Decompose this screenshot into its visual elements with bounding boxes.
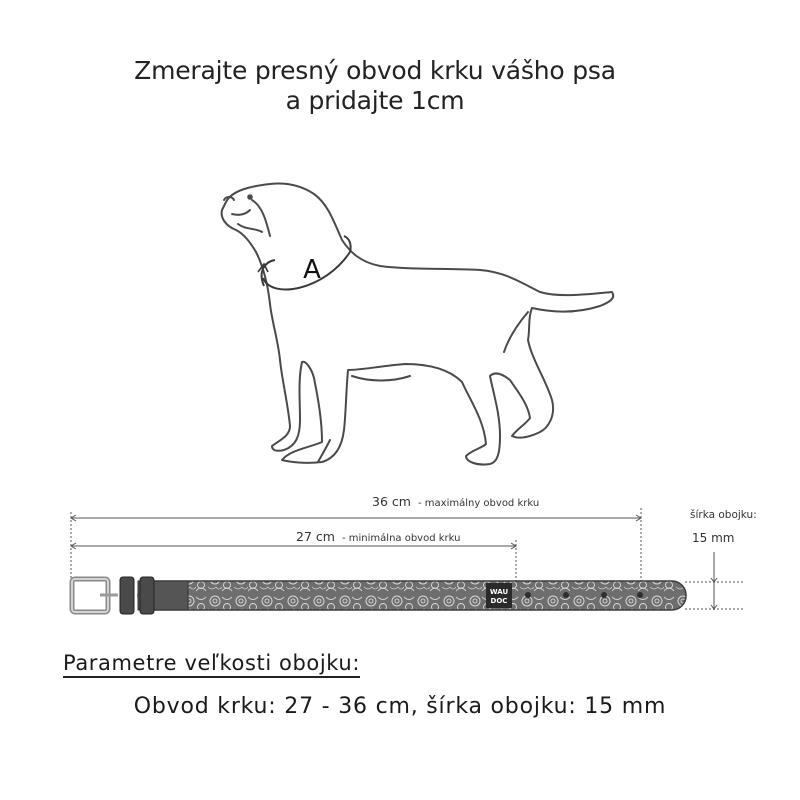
max-dimension-line [71,508,641,586]
neck-measurement-loop [258,236,351,290]
neck-marker-label: A [303,255,321,285]
collar-illustration [72,577,686,614]
size-parameters-heading: Parametre veľkosti obojku: [63,650,360,678]
min-circumference-desc: - minimálna obvod krku [342,533,461,544]
max-circumference-desc: - maximálny obvod krku [418,498,540,509]
width-title: šírka obojku: [690,509,757,521]
min-circumference-value: 27 cm [296,529,335,544]
width-dimension-line [685,552,744,610]
instruction-title-line-1: Zmerajte presný obvod krku vášho psa [134,56,616,85]
size-parameters-summary: Obvod krku: 27 - 36 cm, šírka obojku: 15 mm [133,694,667,719]
collar-brand-line-2: DOC [490,597,508,605]
instruction-title-line-2: a pridajte 1cm [285,86,465,115]
collar-brand-line-1: WAU [489,588,509,596]
min-dimension-line [71,540,516,582]
max-circumference-value: 36 cm [372,494,411,509]
width-value: 15 mm [692,531,735,545]
dog-illustration [222,183,614,464]
